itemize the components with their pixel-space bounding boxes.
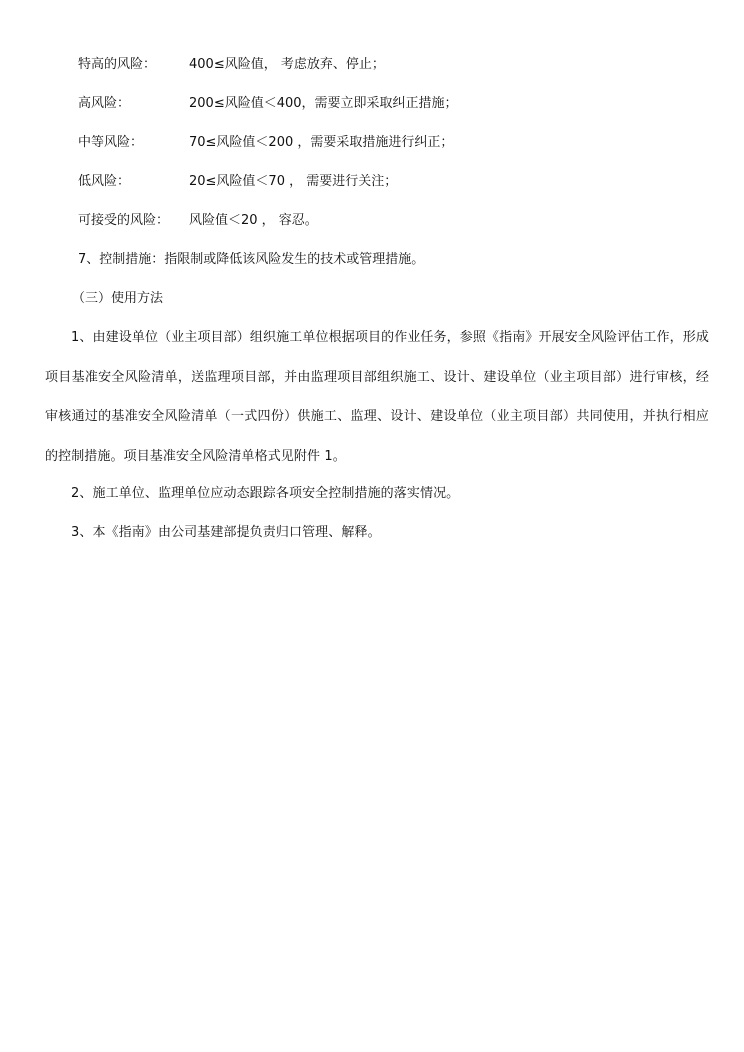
risk-level-row [78,211,318,231]
risk-level-description: 400≤风险值， 考虑放弃、停止； [189,57,385,72]
risk-level-label: 中等风险： [78,135,144,150]
usage-paragraph-1: 1、由建设单位（业主项目部）组织施工单位根据项目的作业任务，参照《指南》开展安全风险评估工作，形成项目基准安全风险清单，送监理项目部，并由监理项目部组织施工、设计、建设单位（业主项目部）进行审核，经审核通过的基准安全风险清单（一式四份）供施工、监理、设计、建设单位（业主项目部）共同使用，并执行相应的控制措施。项目基准安全风险清单格式见附件 1。 [45,330,709,464]
risk-level-row [78,55,385,75]
risk-level-label: 高风险： [78,96,131,111]
risk-level-description: 20≤风险值＜70 ， 需要进行关注； [189,174,398,189]
usage-section-heading: （三）使用方法 [72,291,164,306]
usage-paragraph-3: 3、本《指南》由公司基建部提负责归口管理、解释。 [71,525,381,540]
risk-level-description: 70≤风险值＜200 ，需要采取措施进行纠正； [189,135,454,150]
risk-level-label: 低风险： [78,174,131,189]
risk-level-label: 特高的风险： [78,57,157,72]
usage-paragraph-2: 2、施工单位、监理单位应动态跟踪各项安全控制措施的落实情况。 [71,486,460,501]
risk-level-row [78,172,397,192]
control-measures-text: 7、控制措施：指限制或降低该风险发生的技术或管理措施。 [78,252,425,267]
risk-level-description: 200≤风险值＜400，需要立即采取纠正措施； [189,96,458,111]
risk-level-description: 风险值＜20 ， 容忍。 [189,213,318,228]
risk-level-label: 可接受的风险： [78,213,170,228]
risk-level-row [78,133,453,153]
risk-level-row [78,94,458,114]
